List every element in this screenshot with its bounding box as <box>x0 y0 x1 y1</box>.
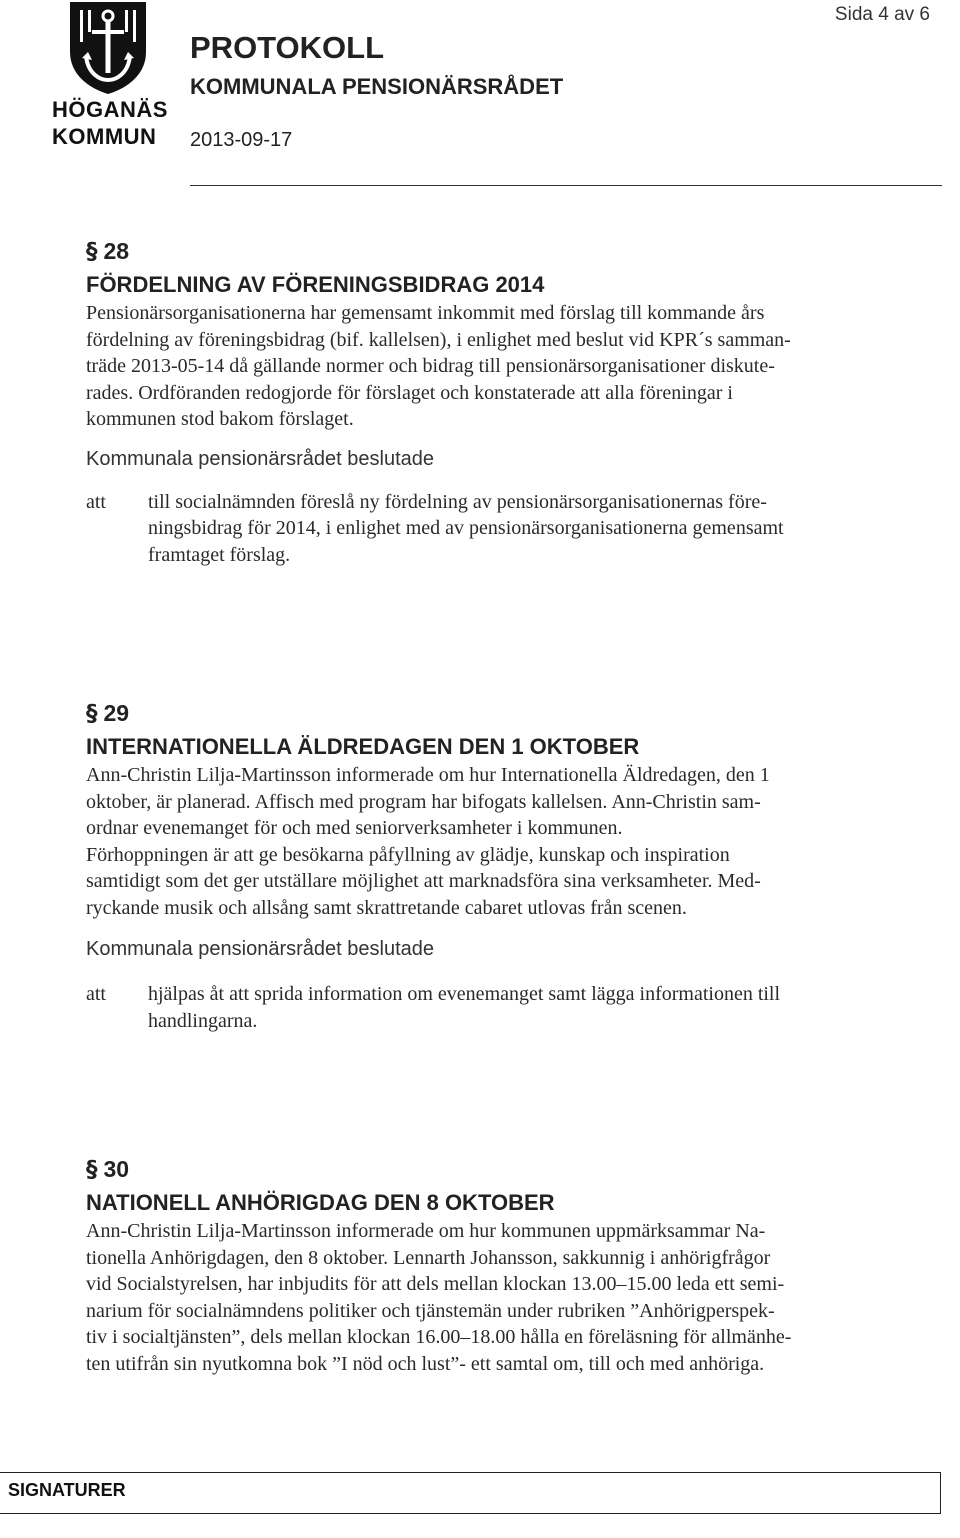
decision-heading: Kommunala pensionärsrådet beslutade <box>86 447 434 470</box>
section-body <box>86 300 916 433</box>
document-title: PROTOKOLL <box>190 30 385 65</box>
section-title: NATIONELL ANHÖRIGDAG DEN 8 OKTOBER <box>86 1190 555 1215</box>
body-line: ten utifrån sin nyutkomna bok ”I nöd och lust”- ett samtal om, till och med anhöriga. <box>86 1352 765 1375</box>
section-30 <box>86 1154 916 1377</box>
logo-text-line1: HÖGANÄS <box>52 97 168 122</box>
body-line: Förhoppningen är att ge besökarna påfyllning av glädje, kunskap och inspiration <box>86 843 730 866</box>
section-title: FÖRDELNING AV FÖRENINGSBIDRAG 2014 <box>86 272 545 297</box>
section-title: INTERNATIONELLA ÄLDREDAGEN DEN 1 OKTOBER <box>86 734 640 759</box>
body-line: kommunen stod bakom förslaget. <box>86 408 354 430</box>
logo-text-line2: KOMMUN <box>52 124 157 149</box>
body-line: vid Socialstyrelsen, har inbjudits för att dels mellan klockan 13.00–15.00 leda ett semi- <box>86 1273 785 1295</box>
document-subtitle: KOMMUNALA PENSIONÄRSRÅDET <box>190 74 564 99</box>
body-line: fördelning av föreningsbidrag (bif. kallelsen), i enlighet med beslut vid KPR´s samman- <box>86 328 791 351</box>
anchor-crest-icon <box>68 0 148 96</box>
att-label: att <box>86 490 106 513</box>
section-29 <box>86 698 916 1034</box>
decision-line: handlingarna. <box>148 1009 258 1032</box>
section-28 <box>86 236 916 568</box>
body-line: ryckande musik och allsång samt skrattretande cabaret utlovas från scenen. <box>86 896 687 919</box>
body-line: tiv i socialtjänsten”, dels mellan klockan 16.00–18.00 hålla en föreläsning för allmänhe- <box>86 1326 792 1348</box>
decision-line: hjälpas åt att sprida information om evenemanget samt lägga informationen till <box>148 983 781 1005</box>
page-number: Sida 4 av 6 <box>834 4 930 25</box>
section-body <box>86 1218 916 1377</box>
decision-line: ningsbidrag för 2014, i enlighet med av pensionärsorganisationerna gemensamt <box>148 517 784 539</box>
body-line: Ann-Christin Lilja-Martinsson informerade om hur Internationella Äldredagen, den 1 <box>86 764 770 786</box>
body-line: tionella Anhörigdagen, den 8 oktober. Lennarth Johansson, sakkunnig i anhörigfrågor <box>86 1246 771 1269</box>
section-number: § 28 <box>86 238 130 265</box>
signature-label: SIGNATURER <box>8 1480 126 1500</box>
section-number: § 29 <box>86 700 130 727</box>
section-number: § 30 <box>86 1156 130 1183</box>
body-line: träde 2013-05-14 då gällande normer och bidrag till pensionärsorganisationer diskute- <box>86 355 775 377</box>
header-divider <box>190 185 942 186</box>
document-date: 2013-09-17 <box>190 129 293 151</box>
body-line: rades. Ordföranden redogjorde för förslaget och konstaterade att alla föreningar i <box>86 381 733 404</box>
body-line: Ann-Christin Lilja-Martinsson informerade om hur kommunen uppmärksammar Na- <box>86 1220 766 1242</box>
section-body <box>86 762 916 921</box>
body-line: oktober, är planerad. Affisch med program har bifogats kallelsen. Ann-Christin sam- <box>86 790 761 813</box>
body-line: ordnar evenemanget för och med seniorverksamheter i kommunen. <box>86 817 623 839</box>
body-line: narium för socialnämndens politiker och tjänstemän under rubriken ”Anhörigperspek- <box>86 1299 775 1322</box>
document-header <box>0 0 960 190</box>
body-line: Pensionärsorganisationerna har gemensamt inkommit med förslag till kommande års <box>86 302 765 324</box>
decision-line: framtaget förslag. <box>148 543 291 566</box>
municipality-logo <box>52 0 168 150</box>
signature-box <box>0 1472 941 1514</box>
att-label: att <box>86 983 106 1005</box>
decision-item <box>86 981 916 1034</box>
decision-line: till socialnämnden föreslå ny fördelning av pensionärsorganisationernas före- <box>148 490 767 513</box>
body-line: samtidigt som det ger utställare möjlighet att marknadsföra sina verksamheter. Med- <box>86 870 761 892</box>
signature-footer <box>0 1472 960 1538</box>
decision-heading: Kommunala pensionärsrådet beslutade <box>86 938 434 960</box>
decision-item <box>86 489 916 569</box>
